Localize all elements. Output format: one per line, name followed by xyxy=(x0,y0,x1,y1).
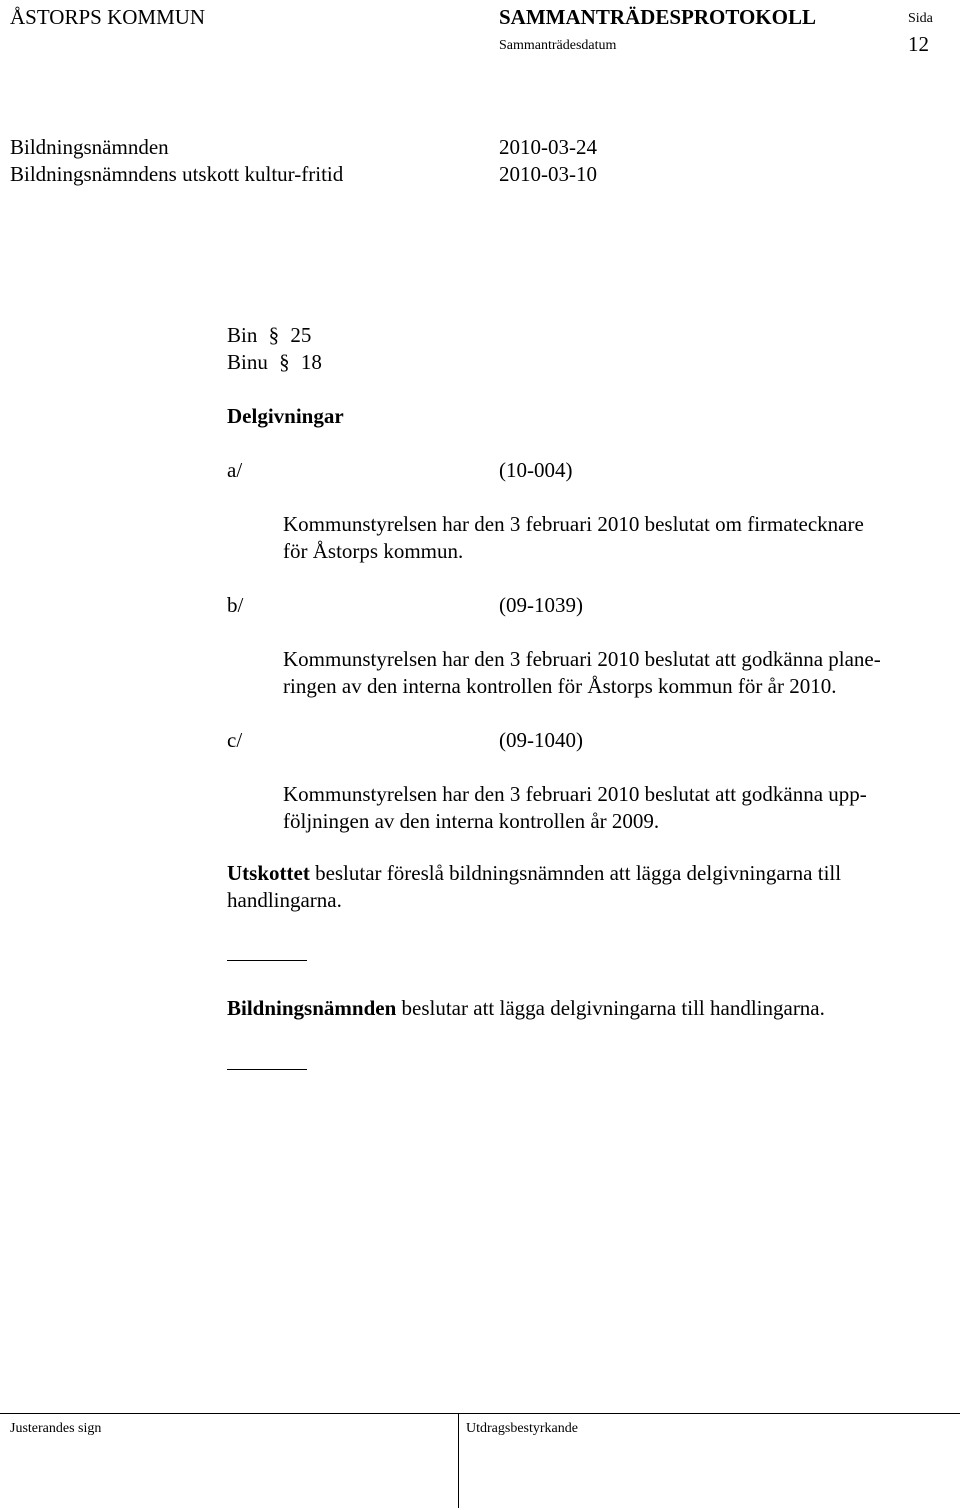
footer-utdragsbestyrkande: Utdragsbestyrkande xyxy=(466,1421,578,1436)
page-number: 12 xyxy=(908,32,929,56)
municipality-name: ÅSTORPS KOMMUN xyxy=(10,5,206,29)
section-symbol: § xyxy=(279,350,290,374)
item-text-b-line1: Kommunstyrelsen har den 3 februari 2010 beslutat att godkänna plane- xyxy=(283,647,881,671)
board-decision xyxy=(227,995,825,1021)
paragraph-number: 25 xyxy=(290,323,312,347)
committee-decision-line2: handlingarna. xyxy=(227,888,342,912)
committee-decision-line1 xyxy=(227,860,841,886)
board-decision-text: beslutar att lägga delgivningarna till handlingarna. xyxy=(396,996,825,1020)
section-symbol: § xyxy=(268,323,280,347)
section-title: Delgivningar xyxy=(227,404,344,428)
item-label-a: a/ xyxy=(227,458,243,482)
footer-top-rule xyxy=(0,1413,960,1414)
footer-divider xyxy=(458,1413,459,1508)
committee-decision-subject: Utskottet xyxy=(227,861,310,885)
item-ref-b: (09-1039) xyxy=(499,593,583,617)
board-decision-subject: Bildningsnämnden xyxy=(227,996,397,1020)
item-text-c-line1: Kommunstyrelsen har den 3 februari 2010 beslutat att godkänna upp- xyxy=(283,782,867,806)
committee-decision-text: beslutar föreslå bildningsnämnden att lägga delgivningarna till xyxy=(309,861,842,885)
body-date-1: 2010-03-24 xyxy=(499,135,597,159)
item-label-c: c/ xyxy=(227,728,243,752)
item-text-c-line2: följningen av den interna kontrollen år 2009. xyxy=(283,809,660,833)
page-label: Sida xyxy=(908,11,933,26)
item-text-a-line1: Kommunstyrelsen har den 3 februari 2010 beslutat om firmatecknare xyxy=(283,512,864,536)
footer-justerandes-sign: Justerandes sign xyxy=(10,1421,102,1436)
body-name-2: Bildningsnämndens utskott kultur-fritid xyxy=(10,162,344,186)
item-ref-a: (10-004) xyxy=(499,458,573,482)
body-date-2: 2010-03-10 xyxy=(499,162,597,186)
paragraph-ref-bin xyxy=(227,322,311,348)
item-label-b: b/ xyxy=(227,593,244,617)
paragraph-ref-binu xyxy=(227,349,322,375)
item-ref-c: (09-1040) xyxy=(499,728,583,752)
body-name-1: Bildningsnämnden xyxy=(10,135,169,159)
paragraph-prefix: Bin xyxy=(227,323,258,347)
separator-line-1 xyxy=(227,960,307,961)
paragraph-prefix: Binu xyxy=(227,350,268,374)
item-text-b-line2: ringen av den interna kontrollen för Åstorps kommun för år 2010. xyxy=(283,674,837,698)
item-text-a-line2: för Åstorps kommun. xyxy=(283,539,464,563)
paragraph-number: 18 xyxy=(300,350,322,374)
separator-line-2 xyxy=(227,1069,307,1070)
meeting-date-label: Sammanträdesdatum xyxy=(499,38,617,53)
document-type: SAMMANTRÄDESPROTOKOLL xyxy=(499,5,816,29)
